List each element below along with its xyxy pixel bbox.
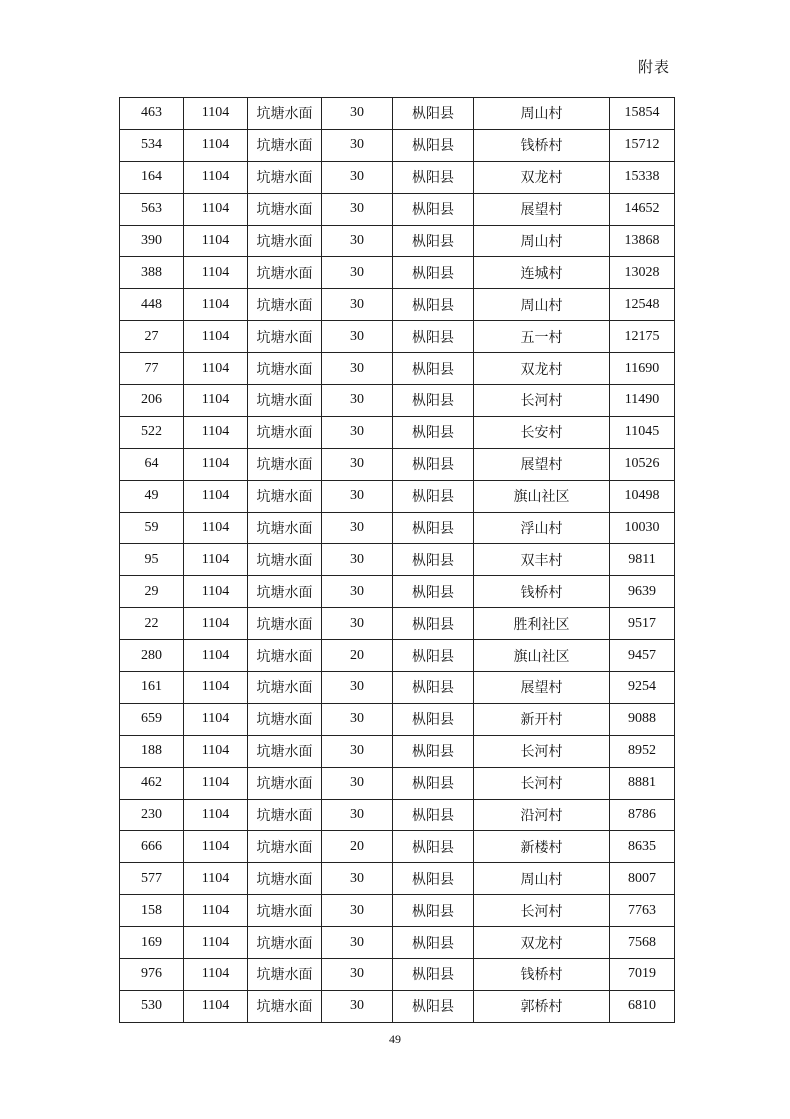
table-cell: 枞阳县: [393, 257, 474, 289]
table-cell: 枞阳县: [393, 927, 474, 959]
table-cell: 30: [322, 416, 393, 448]
table-cell: 1104: [184, 257, 248, 289]
table-cell: 坑塘水面: [248, 257, 322, 289]
appendix-label: 附表: [637, 60, 670, 76]
table-cell: 坑塘水面: [248, 990, 322, 1022]
table-cell: 1104: [184, 289, 248, 321]
table-cell: 钱桥村: [474, 129, 610, 161]
table-cell: 1104: [184, 959, 248, 991]
table-cell: 15338: [610, 161, 675, 193]
table-cell: 双龙村: [474, 353, 610, 385]
table-cell: 枞阳县: [393, 416, 474, 448]
table-cell: 64: [120, 448, 184, 480]
table-cell: 旗山社区: [474, 640, 610, 672]
table-row: [120, 129, 675, 161]
table-cell: 1104: [184, 129, 248, 161]
table-row: [120, 767, 675, 799]
table-cell: 坑塘水面: [248, 385, 322, 417]
table-cell: 77: [120, 353, 184, 385]
table-cell: 坑塘水面: [248, 448, 322, 480]
table-cell: 463: [120, 98, 184, 130]
table-cell: 枞阳县: [393, 576, 474, 608]
table-cell: 双丰村: [474, 544, 610, 576]
table-cell: 522: [120, 416, 184, 448]
table-cell: 1104: [184, 385, 248, 417]
table-cell: 577: [120, 863, 184, 895]
table-row: [120, 576, 675, 608]
table-cell: 30: [322, 959, 393, 991]
table-cell: 11045: [610, 416, 675, 448]
table-cell: 30: [322, 672, 393, 704]
table-row: [120, 289, 675, 321]
table-cell: 7568: [610, 927, 675, 959]
table-cell: 10030: [610, 512, 675, 544]
table-row: [120, 385, 675, 417]
table-row: [120, 448, 675, 480]
table-cell: 8952: [610, 735, 675, 767]
table-cell: 30: [322, 895, 393, 927]
table-cell: 周山村: [474, 225, 610, 257]
table-cell: 1104: [184, 703, 248, 735]
table-cell: 976: [120, 959, 184, 991]
table-row: [120, 321, 675, 353]
table-cell: 枞阳县: [393, 959, 474, 991]
table-cell: 枞阳县: [393, 767, 474, 799]
table-cell: 8786: [610, 799, 675, 831]
table-cell: 双龙村: [474, 161, 610, 193]
table-cell: 15854: [610, 98, 675, 130]
table-cell: 枞阳县: [393, 640, 474, 672]
table-cell: 6810: [610, 990, 675, 1022]
table-cell: 9254: [610, 672, 675, 704]
table-cell: 坑塘水面: [248, 831, 322, 863]
table-row: [120, 959, 675, 991]
table-cell: 1104: [184, 767, 248, 799]
table-cell: 13868: [610, 225, 675, 257]
table-cell: 30: [322, 990, 393, 1022]
table-row: [120, 353, 675, 385]
table-cell: 枞阳县: [393, 735, 474, 767]
table-cell: 枞阳县: [393, 129, 474, 161]
table-row: [120, 544, 675, 576]
table-row: [120, 257, 675, 289]
table-cell: 枞阳县: [393, 512, 474, 544]
table-cell: 1104: [184, 544, 248, 576]
table-cell: 坑塘水面: [248, 895, 322, 927]
table-cell: 15712: [610, 129, 675, 161]
table-cell: 浮山村: [474, 512, 610, 544]
table-cell: 20: [322, 640, 393, 672]
table-cell: 280: [120, 640, 184, 672]
table-cell: 坑塘水面: [248, 161, 322, 193]
table-cell: 枞阳县: [393, 703, 474, 735]
table-cell: 11690: [610, 353, 675, 385]
table-cell: 10526: [610, 448, 675, 480]
table-cell: 双龙村: [474, 927, 610, 959]
table-cell: 169: [120, 927, 184, 959]
table-cell: 30: [322, 289, 393, 321]
table-cell: 230: [120, 799, 184, 831]
table-row: [120, 608, 675, 640]
table-cell: 坑塘水面: [248, 608, 322, 640]
table-cell: 206: [120, 385, 184, 417]
table-cell: 展望村: [474, 193, 610, 225]
table-cell: 枞阳县: [393, 895, 474, 927]
table-cell: 158: [120, 895, 184, 927]
table-cell: 连城村: [474, 257, 610, 289]
table-cell: 390: [120, 225, 184, 257]
table-cell: 长河村: [474, 385, 610, 417]
table-cell: 666: [120, 831, 184, 863]
table-cell: 8881: [610, 767, 675, 799]
table-cell: 1104: [184, 225, 248, 257]
table-cell: 30: [322, 576, 393, 608]
table-cell: 胜利社区: [474, 608, 610, 640]
table-cell: 钱桥村: [474, 576, 610, 608]
table-cell: 长河村: [474, 735, 610, 767]
table-cell: 30: [322, 193, 393, 225]
table-cell: 枞阳县: [393, 448, 474, 480]
table-cell: 30: [322, 927, 393, 959]
table-cell: 30: [322, 161, 393, 193]
table-cell: 9639: [610, 576, 675, 608]
table-row: [120, 480, 675, 512]
table-cell: 展望村: [474, 448, 610, 480]
table-row: [120, 416, 675, 448]
table-cell: 30: [322, 863, 393, 895]
table-cell: 枞阳县: [393, 831, 474, 863]
table-cell: 448: [120, 289, 184, 321]
table-cell: 枞阳县: [393, 672, 474, 704]
table-row: [120, 225, 675, 257]
table-cell: 30: [322, 512, 393, 544]
table-cell: 9457: [610, 640, 675, 672]
data-table: [119, 97, 675, 1023]
table-cell: 12175: [610, 321, 675, 353]
table-cell: 20: [322, 831, 393, 863]
table-row: [120, 672, 675, 704]
table-cell: 49: [120, 480, 184, 512]
table-cell: 坑塘水面: [248, 927, 322, 959]
table-cell: 29: [120, 576, 184, 608]
table-cell: 坑塘水面: [248, 129, 322, 161]
table-cell: 旗山社区: [474, 480, 610, 512]
table-cell: 枞阳县: [393, 608, 474, 640]
table-cell: 11490: [610, 385, 675, 417]
table-cell: 坑塘水面: [248, 703, 322, 735]
table-cell: 1104: [184, 895, 248, 927]
table-cell: 坑塘水面: [248, 193, 322, 225]
table-cell: 1104: [184, 990, 248, 1022]
table-cell: 462: [120, 767, 184, 799]
table-cell: 坑塘水面: [248, 480, 322, 512]
table-cell: 坑塘水面: [248, 512, 322, 544]
table-cell: 1104: [184, 576, 248, 608]
table-cell: 8007: [610, 863, 675, 895]
table-cell: 周山村: [474, 289, 610, 321]
table-cell: 枞阳县: [393, 289, 474, 321]
table-cell: 1104: [184, 353, 248, 385]
table-cell: 周山村: [474, 863, 610, 895]
table-row: [120, 193, 675, 225]
table-cell: 枞阳县: [393, 321, 474, 353]
table-cell: 1104: [184, 927, 248, 959]
table-cell: 五一村: [474, 321, 610, 353]
table-cell: 枞阳县: [393, 799, 474, 831]
table-cell: 1104: [184, 448, 248, 480]
table-cell: 161: [120, 672, 184, 704]
table-cell: 坑塘水面: [248, 672, 322, 704]
table-cell: 长河村: [474, 767, 610, 799]
table-cell: 坑塘水面: [248, 416, 322, 448]
table-cell: 枞阳县: [393, 161, 474, 193]
table-cell: 坑塘水面: [248, 959, 322, 991]
table-cell: 坑塘水面: [248, 98, 322, 130]
table-cell: 1104: [184, 640, 248, 672]
table-cell: 新楼村: [474, 831, 610, 863]
table-cell: 枞阳县: [393, 225, 474, 257]
table-cell: 坑塘水面: [248, 289, 322, 321]
table-cell: 展望村: [474, 672, 610, 704]
table-cell: 30: [322, 353, 393, 385]
table-cell: 1104: [184, 735, 248, 767]
table-cell: 30: [322, 735, 393, 767]
table-cell: 164: [120, 161, 184, 193]
table-cell: 坑塘水面: [248, 321, 322, 353]
table-row: [120, 799, 675, 831]
table-cell: 1104: [184, 321, 248, 353]
table-cell: 59: [120, 512, 184, 544]
table-cell: 10498: [610, 480, 675, 512]
table-cell: 30: [322, 321, 393, 353]
table-cell: 30: [322, 257, 393, 289]
table-cell: 30: [322, 767, 393, 799]
table-cell: 388: [120, 257, 184, 289]
table-cell: 长河村: [474, 895, 610, 927]
table-cell: 8635: [610, 831, 675, 863]
table-cell: 188: [120, 735, 184, 767]
table-cell: 郭桥村: [474, 990, 610, 1022]
table-cell: 枞阳县: [393, 353, 474, 385]
table-row: [120, 161, 675, 193]
table-cell: 坑塘水面: [248, 225, 322, 257]
table-cell: 12548: [610, 289, 675, 321]
table-cell: 9088: [610, 703, 675, 735]
table-cell: 坑塘水面: [248, 640, 322, 672]
table-cell: 30: [322, 799, 393, 831]
table-cell: 30: [322, 448, 393, 480]
table-row: [120, 640, 675, 672]
table-cell: 9517: [610, 608, 675, 640]
table-row: [120, 98, 675, 130]
table-cell: 30: [322, 480, 393, 512]
table-cell: 枞阳县: [393, 863, 474, 895]
table-cell: 1104: [184, 831, 248, 863]
table-cell: 枞阳县: [393, 385, 474, 417]
table-row: [120, 512, 675, 544]
table-cell: 枞阳县: [393, 193, 474, 225]
table-row: [120, 927, 675, 959]
table-cell: 1104: [184, 98, 248, 130]
table-cell: 长安村: [474, 416, 610, 448]
table-cell: 枞阳县: [393, 480, 474, 512]
table-cell: 563: [120, 193, 184, 225]
table-cell: 1104: [184, 799, 248, 831]
table-cell: 周山村: [474, 98, 610, 130]
table-cell: 7763: [610, 895, 675, 927]
table-cell: 30: [322, 385, 393, 417]
page-number: 49: [389, 1032, 401, 1046]
table-cell: 1104: [184, 512, 248, 544]
table-cell: 钱桥村: [474, 959, 610, 991]
table-body: [120, 98, 675, 1023]
table-cell: 530: [120, 990, 184, 1022]
table-cell: 枞阳县: [393, 544, 474, 576]
table-row: [120, 831, 675, 863]
table-cell: 534: [120, 129, 184, 161]
table-cell: 14652: [610, 193, 675, 225]
table-cell: 坑塘水面: [248, 799, 322, 831]
table-row: [120, 703, 675, 735]
table-cell: 坑塘水面: [248, 544, 322, 576]
table-row: [120, 990, 675, 1022]
table-cell: 13028: [610, 257, 675, 289]
table-cell: 1104: [184, 480, 248, 512]
table-cell: 坑塘水面: [248, 576, 322, 608]
table-cell: 30: [322, 98, 393, 130]
table-cell: 30: [322, 703, 393, 735]
table-cell: 枞阳县: [393, 990, 474, 1022]
table-cell: 1104: [184, 193, 248, 225]
table-cell: 坑塘水面: [248, 863, 322, 895]
table-cell: 30: [322, 225, 393, 257]
table-cell: 9811: [610, 544, 675, 576]
table-cell: 1104: [184, 672, 248, 704]
table-cell: 95: [120, 544, 184, 576]
table-cell: 枞阳县: [393, 98, 474, 130]
table-cell: 659: [120, 703, 184, 735]
table-cell: 22: [120, 608, 184, 640]
table-cell: 30: [322, 608, 393, 640]
table-row: [120, 895, 675, 927]
table-cell: 坑塘水面: [248, 767, 322, 799]
table-cell: 30: [322, 129, 393, 161]
table-cell: 7019: [610, 959, 675, 991]
table-cell: 27: [120, 321, 184, 353]
table-cell: 1104: [184, 416, 248, 448]
table-cell: 1104: [184, 608, 248, 640]
table-row: [120, 735, 675, 767]
table-cell: 新开村: [474, 703, 610, 735]
table-cell: 坑塘水面: [248, 353, 322, 385]
table-cell: 沿河村: [474, 799, 610, 831]
table-row: [120, 863, 675, 895]
table-cell: 1104: [184, 161, 248, 193]
table-cell: 30: [322, 544, 393, 576]
table-cell: 坑塘水面: [248, 735, 322, 767]
table-cell: 1104: [184, 863, 248, 895]
